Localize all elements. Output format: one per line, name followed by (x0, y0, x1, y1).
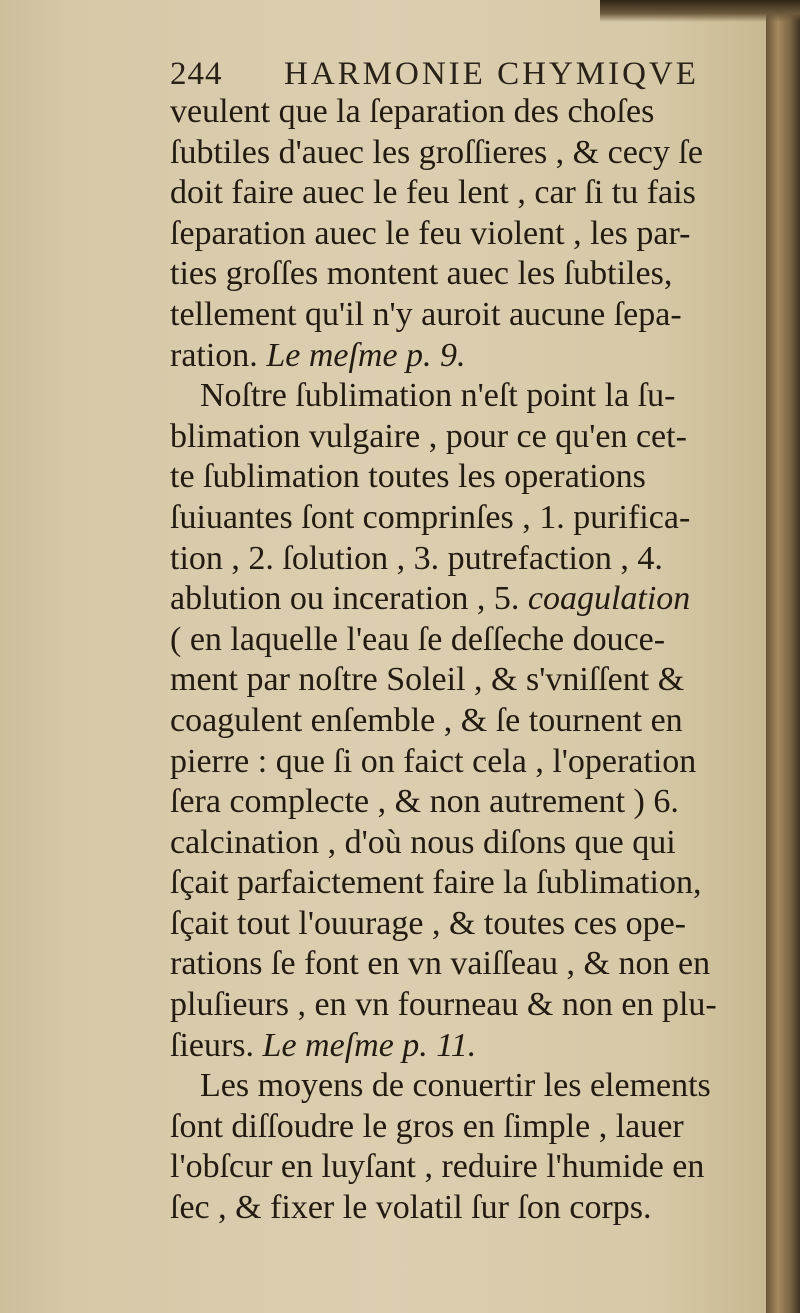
citation-text: coagulation (527, 580, 691, 618)
book-gutter (766, 0, 800, 1313)
text-line (170, 457, 765, 498)
line-text: tion , 2. ſolution , 3. putrefaction , 4. (170, 539, 663, 577)
line-text: pluſieurs , en vn fourneau & non en plu- (170, 986, 717, 1024)
text-line (170, 214, 765, 255)
line-text: ſçait tout l'ouurage , & toutes ces ope- (170, 904, 686, 942)
line-text: ſeparation auec le feu violent , les par- (170, 214, 691, 252)
text-line (170, 295, 765, 336)
text-line (170, 1066, 765, 1107)
citation-text: Le meſme p. 9. (266, 336, 466, 374)
text-line (170, 579, 765, 620)
line-text: ſçait parfaictement faire la ſublimation, (170, 864, 702, 902)
line-text: ſera complecte , & non autrement ) 6. (170, 783, 679, 821)
line-text: tellement qu'il n'y auroit aucune ſepa- (170, 295, 682, 333)
text-line (170, 620, 765, 661)
line-text: ſuiuantes ſont comprinſes , 1. purifica- (170, 498, 691, 536)
page-edge-shadow (600, 0, 800, 22)
text-line (170, 173, 765, 214)
line-text: rations ſe font en vn vaiſſeau , & non en (170, 945, 711, 983)
text-line (170, 1147, 765, 1188)
line-text: ablution ou inceration , 5. (170, 580, 528, 618)
line-text: ( en laquelle l'eau ſe deſſeche douce- (170, 620, 666, 658)
text-line (170, 904, 765, 945)
line-text: ſec , & fixer le volatil ſur ſon corps. (170, 1189, 652, 1227)
line-text: ſieurs. (170, 1026, 263, 1064)
text-line (170, 782, 765, 823)
text-line (170, 376, 765, 417)
text-line (170, 539, 765, 580)
page-number: 244 (170, 56, 223, 92)
text-line (170, 944, 765, 985)
text-line (170, 417, 765, 458)
text-line (170, 1107, 765, 1148)
line-text: l'obſcur en luyſant , reduire l'humide en (170, 1148, 705, 1186)
text-line (170, 863, 765, 904)
line-text: ties groſſes montent auec les ſubtiles, (170, 255, 673, 293)
line-text: ration. (170, 336, 267, 374)
text-line (170, 254, 765, 295)
text-line (170, 823, 765, 864)
line-text: ment par noſtre Soleil , & s'vniſſent & (170, 661, 685, 699)
line-text: calcination , d'où nous diſons que qui (170, 823, 676, 861)
text-line (170, 701, 765, 742)
text-line (170, 92, 765, 133)
line-text: ſont diſſoudre le gros en ſimple , lauer (170, 1107, 684, 1145)
text-line (170, 498, 765, 539)
line-text: veulent que la ſeparation des choſes (170, 93, 655, 130)
body-text (170, 92, 765, 1229)
line-text: blimation vulgaire , pour ce qu'en cet- (170, 417, 687, 455)
text-line (170, 133, 765, 174)
citation-text: Le meſme p. 11. (262, 1026, 477, 1064)
page-header (170, 50, 760, 98)
line-text: doit faire auec le feu lent , car ſi tu fais (170, 174, 696, 212)
text-line (170, 336, 765, 377)
line-text: pierre : que ſi on faict cela , l'operation (170, 742, 697, 780)
line-text: ſubtiles d'auec les groſſieres , & cecy ſe (170, 133, 703, 171)
line-text: Les moyens de conuertir les elements (200, 1067, 711, 1105)
text-line (170, 985, 765, 1026)
text-line (170, 660, 765, 701)
text-line (170, 742, 765, 783)
text-line (170, 1188, 765, 1229)
text-line (170, 1026, 765, 1067)
line-text: te ſublimation toutes les operations (170, 458, 646, 496)
line-text: Noſtre ſublimation n'eſt point la ſu- (200, 377, 676, 415)
running-title: HARMONIE CHYMIQVE (284, 56, 699, 92)
line-text: coagulent enſemble , & ſe tournent en (170, 701, 683, 739)
